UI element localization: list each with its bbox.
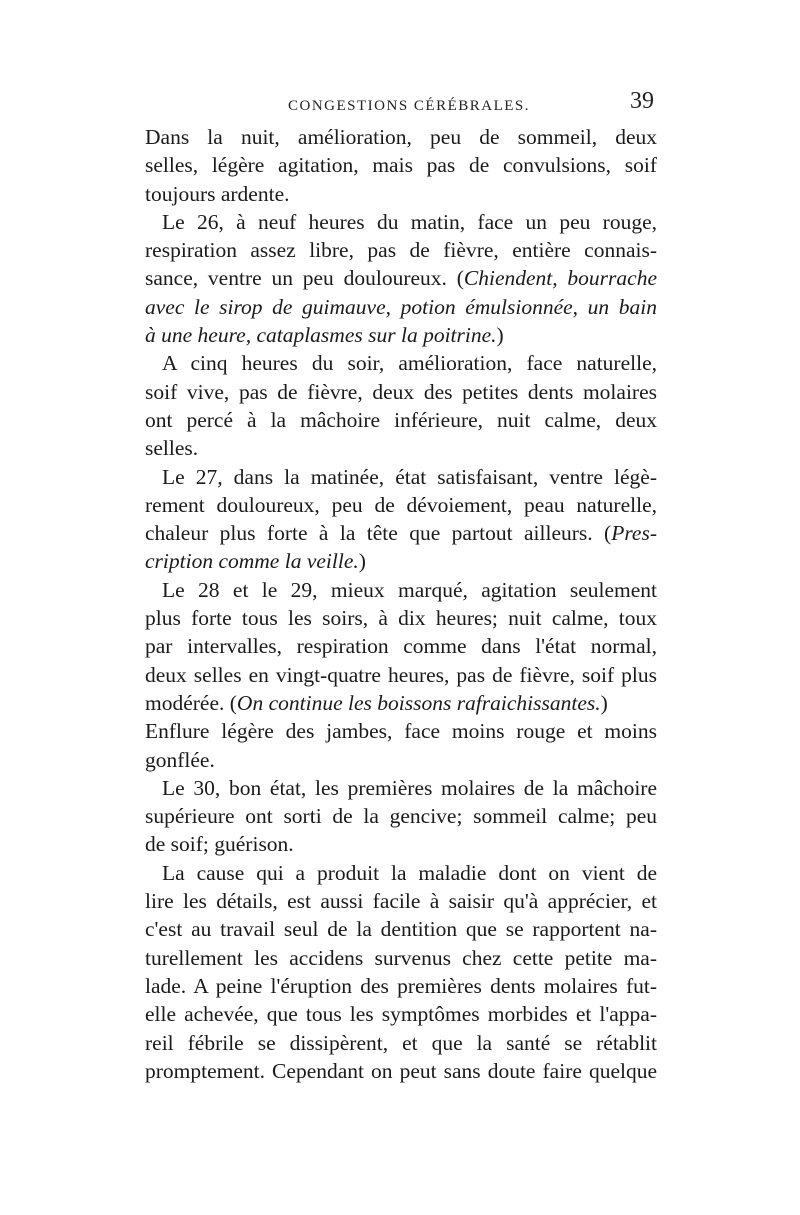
text-segment: plus forte tous les soirs, à dix heures; nuit calme, toux xyxy=(145,606,657,631)
text-segment: ) xyxy=(600,690,608,715)
text-line xyxy=(145,463,657,491)
text-segment: rement douloureux, peu de dévoiement, peau naturelle, xyxy=(145,492,657,517)
body-text xyxy=(145,123,657,1085)
text-segment: Le 27, dans la matinée, état satisfaisant, ventre légè- xyxy=(162,464,657,489)
running-title: CONGESTIONS CÉRÉBRALES. xyxy=(288,98,531,114)
text-line xyxy=(145,604,657,632)
text-segment: ) xyxy=(358,549,366,574)
text-segment: Le 30, bon état, les premières molaires de la mâchoire xyxy=(162,775,657,800)
text-line xyxy=(145,321,657,349)
text-segment: elle achevée, que tous les symptômes morbides et l'appa- xyxy=(145,1002,657,1027)
text-segment: selles, légère agitation, mais pas de convulsions, soif xyxy=(145,153,657,178)
text-segment: selles. xyxy=(145,436,199,461)
text-line xyxy=(145,547,657,575)
text-line xyxy=(145,349,657,377)
text-segment: turellement les accidens survenus chez cette petite ma- xyxy=(145,945,657,970)
text-segment: ont percé à la mâchoire inférieure, nuit calme, deux xyxy=(145,407,657,432)
italic-text: Chiendent, bourrache xyxy=(463,266,657,291)
text-line xyxy=(145,661,657,689)
text-segment: par intervalles, respiration comme dans l'état normal, xyxy=(145,634,657,659)
text-line xyxy=(145,915,657,943)
text-segment: promptement. Cependant on peut sans doute faire quelque xyxy=(145,1058,657,1083)
text-line xyxy=(145,293,657,321)
text-line xyxy=(145,717,657,745)
text-segment: modérée. ( xyxy=(145,690,237,715)
text-segment: respiration assez libre, pas de fièvre, entière connais- xyxy=(145,238,657,263)
text-segment: lade. A peine l'éruption des premières dents molaires fut- xyxy=(145,973,657,998)
text-segment: Le 26, à neuf heures du matin, face un peu rouge, xyxy=(162,209,657,234)
text-line xyxy=(145,859,657,887)
italic-text: avec le sirop de guimauve, potion émulsionnée, un bain xyxy=(145,294,657,319)
text-segment: Dans la nuit, amélioration, peu de sommeil, deux xyxy=(145,125,657,149)
text-line xyxy=(145,180,657,208)
text-segment: lire les détails, est aussi facile à saisir qu'à apprécier, et xyxy=(145,889,657,914)
text-line xyxy=(145,123,657,151)
text-line xyxy=(145,944,657,972)
text-line xyxy=(145,1000,657,1028)
text-line xyxy=(145,519,657,547)
text-line xyxy=(145,830,657,858)
text-segment: La cause qui a produit la maladie dont on vient de xyxy=(162,860,657,885)
text-line xyxy=(145,746,657,774)
text-line xyxy=(145,236,657,264)
text-segment: Le 28 et le 29, mieux marqué, agitation seulement xyxy=(162,577,657,602)
text-segment: chaleur plus forte à la tête que partout ailleurs. ( xyxy=(145,521,612,546)
text-segment: ) xyxy=(496,323,504,348)
text-line xyxy=(145,406,657,434)
text-line xyxy=(145,264,657,292)
text-segment: c'est au travail seul de la dentition que se rapportent na- xyxy=(145,917,657,942)
text-segment: gonflée. xyxy=(145,747,215,772)
text-segment: de soif; guérison. xyxy=(145,832,294,857)
text-segment: supérieure ont sorti de la gencive; sommeil calme; peu xyxy=(145,804,657,829)
text-segment: A cinq heures du soir, amélioration, face naturelle, xyxy=(162,351,657,376)
text-line xyxy=(145,972,657,1000)
italic-text: à une heure, cataplasmes sur la poitrine. xyxy=(145,323,497,348)
text-line xyxy=(145,689,657,717)
text-line xyxy=(145,151,657,179)
text-segment: sance, ventre un peu douloureux. ( xyxy=(145,266,464,291)
text-line xyxy=(145,774,657,802)
text-line xyxy=(145,378,657,406)
text-line xyxy=(145,491,657,519)
italic-text: Pres- xyxy=(611,521,657,546)
text-line xyxy=(145,434,657,462)
page-number: 39 xyxy=(630,88,654,114)
text-segment: Enflure légère des jambes, face moins rouge et moins xyxy=(145,719,657,744)
text-line xyxy=(145,1029,657,1057)
text-line xyxy=(145,632,657,660)
text-line xyxy=(145,802,657,830)
text-segment: deux selles en vingt-quatre heures, pas de fièvre, soif plus xyxy=(145,662,657,687)
text-line xyxy=(145,1057,657,1085)
text-segment: soif vive, pas de fièvre, deux des petites dents molaires xyxy=(145,379,657,404)
text-line xyxy=(145,208,657,236)
italic-text: cription comme la veille. xyxy=(145,549,359,574)
text-line xyxy=(145,576,657,604)
text-segment: toujours ardente. xyxy=(145,181,290,206)
italic-text: On continue les boissons rafraichissantes. xyxy=(236,690,601,715)
text-line xyxy=(145,887,657,915)
text-segment: reil fébrile se dissipèrent, et que la santé se rétablit xyxy=(145,1030,657,1055)
